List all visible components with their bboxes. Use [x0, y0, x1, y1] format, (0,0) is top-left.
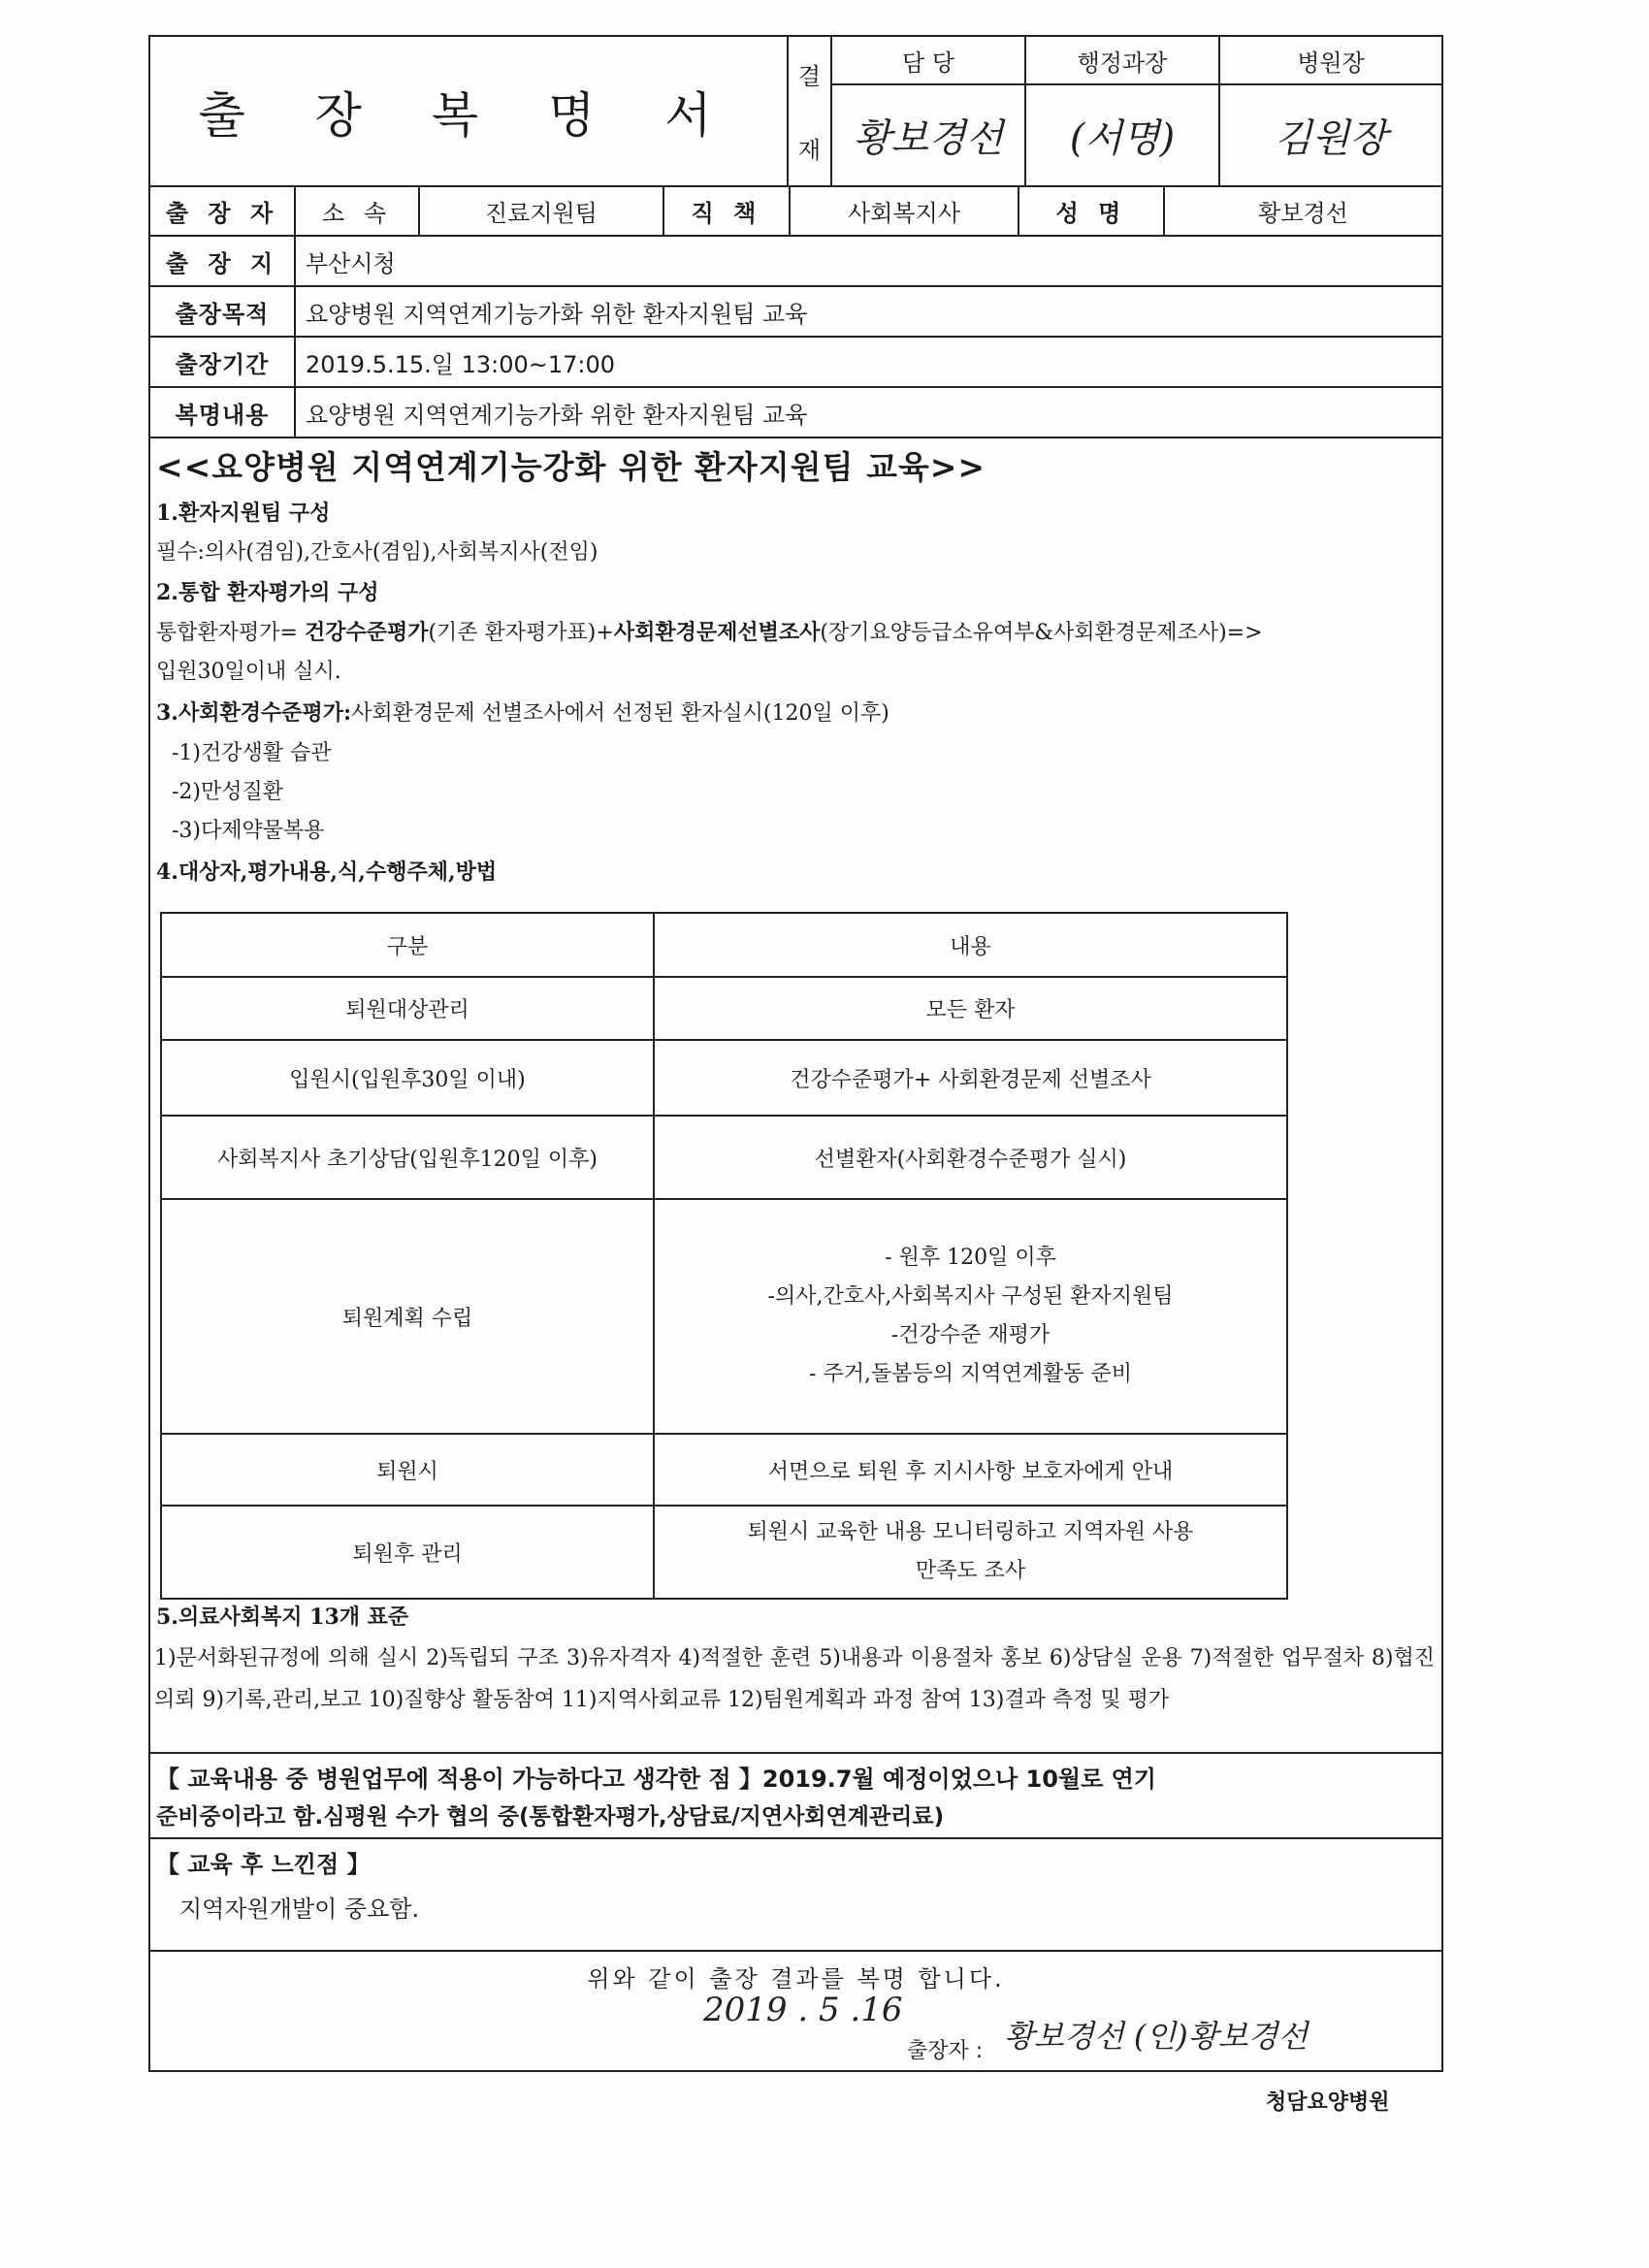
section3-body: 사회환경문제 선별조사에서 선정된 환자실시(120일 이후) [351, 701, 889, 726]
apply-section [150, 1754, 1441, 1839]
closing-section [150, 1952, 1441, 2070]
table-header-row [161, 913, 1287, 977]
table-cell-value [654, 1199, 1287, 1434]
position-value: 사회복지사 [791, 187, 1019, 235]
approval-sign-director: 김원장 [1275, 116, 1387, 161]
hospital-name: 청담요양병원 [1266, 2090, 1390, 2115]
approval-col-director [1220, 37, 1441, 185]
approval-sign-staff: 황보경선 [853, 116, 1004, 161]
after-line-2: 만족도 조사 [915, 1559, 1026, 1583]
plan-line-4: - 주거,돌봄등의 지역연계활동 준비 [809, 1362, 1132, 1386]
traveler-row [150, 187, 1441, 237]
table-cell-key: 사회복지사 초기상담(입원후120일 이후) [161, 1116, 654, 1199]
table-cell-value [654, 1506, 1287, 1599]
section2-body-c: (기존 환자평가표)+ [428, 621, 614, 645]
destination-row [150, 237, 1441, 287]
table-row [161, 977, 1287, 1040]
apply-line-2: 준비중이라고 함.심평원 수가 협의 중(통합환자평가,상담료/지연사회연계관리료) [156, 1804, 945, 1830]
plan-line-3: -건강수준 재평가 [890, 1323, 1051, 1347]
section2-title: 2.통합 환자평가의 구성 [156, 580, 379, 605]
table-row [161, 1199, 1287, 1434]
section3-item-1: -1)건강생활 습관 [172, 741, 332, 765]
section1-title: 1.환자지원팀 구성 [156, 501, 331, 526]
report-value: 요양병원 지역연계기능가화 위한 환자지원팀 교육 [306, 401, 808, 429]
table-row [161, 1434, 1287, 1506]
period-row [150, 338, 1441, 388]
position-label: 직 책 [664, 187, 791, 235]
feeling-body: 지역자원개발이 중요함. [179, 1895, 420, 1923]
table-cell-key: 퇴원후 관리 [161, 1506, 654, 1599]
approval-role-director: 병원장 [1220, 37, 1441, 85]
purpose-value: 요양병원 지역연계기능가화 위한 환자지원팀 교육 [306, 300, 808, 328]
closing-signer-label: 출장자 : [907, 2039, 984, 2063]
approval-col-admin [1026, 37, 1220, 185]
section2-body [156, 618, 1263, 648]
destination-label: 출 장 지 [150, 237, 296, 285]
section3-title: 3.사회환경수준평가: [156, 700, 352, 726]
doc-title-cell [150, 37, 789, 185]
section5-body: 1)문서화된규정에 의해 실시 2)독립되 구조 3)유자격자 4)적절한 훈련 5)내용과 이용절차 홍보 6)상담실 운용 7)적절한 업무절차 8)협진의뢰 9)기록,관리,보고 10)질향상 활동참여 11)지역사회교류 12)팀원계획과 과정 참여 13)결과 측정 및 평가 [154, 1646, 1435, 1712]
section2-body-2: 입원30일이내 실시. [156, 660, 341, 684]
approval-sign-admin: (서명) [1069, 116, 1176, 161]
report-row [150, 388, 1441, 438]
table-row [161, 1040, 1287, 1116]
dept-label: 소 속 [296, 187, 420, 235]
plan-line-1: - 원후 120일 이후 [885, 1246, 1056, 1270]
traveler-label: 출 장 자 [150, 187, 296, 235]
purpose-row [150, 287, 1441, 338]
table-header-category: 구분 [161, 913, 654, 977]
table-cell-value: 건강수준평가+ 사회환경문제 선별조사 [654, 1040, 1287, 1116]
table-header-content: 내용 [654, 913, 1287, 977]
approval-label-cell [789, 37, 832, 185]
table-cell-key: 퇴원대상관리 [161, 977, 654, 1040]
closing-statement: 위와 같이 출장 결과를 복명 합니다. [587, 1965, 1005, 1993]
period-value: 2019.5.15.일 13:00~17:00 [306, 350, 616, 378]
table-cell-key: 입원시(입원후30일 이내) [161, 1040, 654, 1116]
table-cell-value: 서면으로 퇴원 후 지시사항 보호자에게 안내 [654, 1434, 1287, 1506]
purpose-label: 출장목적 [150, 287, 296, 336]
section1-body: 필수:의사(겸임),간호사(겸임),사회복지사(전임) [156, 540, 598, 565]
table-row [161, 1506, 1287, 1599]
section2-body-d: 사회환경문제선별조사 [613, 620, 821, 645]
table-cell-key: 퇴원시 [161, 1434, 654, 1506]
section4-title: 4.대상자,평가내용,식,수행주체,방법 [156, 859, 498, 885]
table-cell-value: 모든 환자 [654, 977, 1287, 1040]
period-label: 출장기간 [150, 338, 296, 386]
section5-title: 5.의료사회복지 13개 표준 [156, 1604, 409, 1630]
content-heading: <<요양병원 지역연계기능강화 위한 환자지원팀 교육>> [156, 448, 986, 486]
table-row [161, 1116, 1287, 1199]
name-value: 황보경선 [1258, 200, 1348, 227]
after-line-1: 퇴원시 교육한 내용 모니터링하고 지역자원 사용 [747, 1520, 1194, 1544]
table-cell-key: 퇴원계획 수립 [161, 1199, 654, 1434]
section3-line [156, 698, 889, 729]
doc-title: 출 장 복 명 서 [198, 86, 739, 144]
report-label: 복명내용 [150, 388, 296, 437]
closing-date: 2019 . 5 .16 [703, 1991, 903, 2029]
section2-body-b: 건강수준평가 [304, 620, 429, 645]
table-cell-value: 선별환자(사회환경수준평가 실시) [654, 1116, 1287, 1199]
business-trip-report [148, 35, 1443, 2072]
section3-item-3: -3)다제약물복용 [172, 819, 325, 843]
approval-jae: 재 [797, 137, 822, 165]
approval-col-staff [832, 37, 1026, 185]
section2-body-e: (장기요양등급소유여부&사회환경문제조사)=> [820, 621, 1263, 645]
plan-line-2: -의사,간호사,사회복지사 구성된 환자지원팀 [767, 1284, 1174, 1309]
discharge-table [160, 912, 1288, 1600]
report-content [150, 438, 1441, 1754]
dept-value: 진료지원팀 [420, 187, 664, 235]
name-label: 성 명 [1019, 187, 1165, 235]
feeling-title: 【 교육 후 느낀점 】 [156, 1851, 371, 1878]
closing-signer-signature: 황보경선 (인)황보경선 [1004, 2018, 1309, 2055]
destination-value: 부산시청 [306, 249, 396, 277]
apply-line-1: 【 교육내용 중 병원업무에 적용이 가능하다고 생각한 점 】2019.7월 예정이었으나 10월로 연기 [156, 1766, 1156, 1793]
approval-role-admin: 행정과장 [1026, 37, 1218, 85]
approval-gyeol: 결 [797, 62, 822, 90]
feeling-section [150, 1839, 1441, 1952]
section2-body-a: 통합환자평가= [156, 621, 305, 645]
section3-item-2: -2)만성질환 [172, 780, 284, 804]
approval-role-staff: 담 당 [832, 37, 1024, 85]
title-approval-row [150, 37, 1441, 187]
